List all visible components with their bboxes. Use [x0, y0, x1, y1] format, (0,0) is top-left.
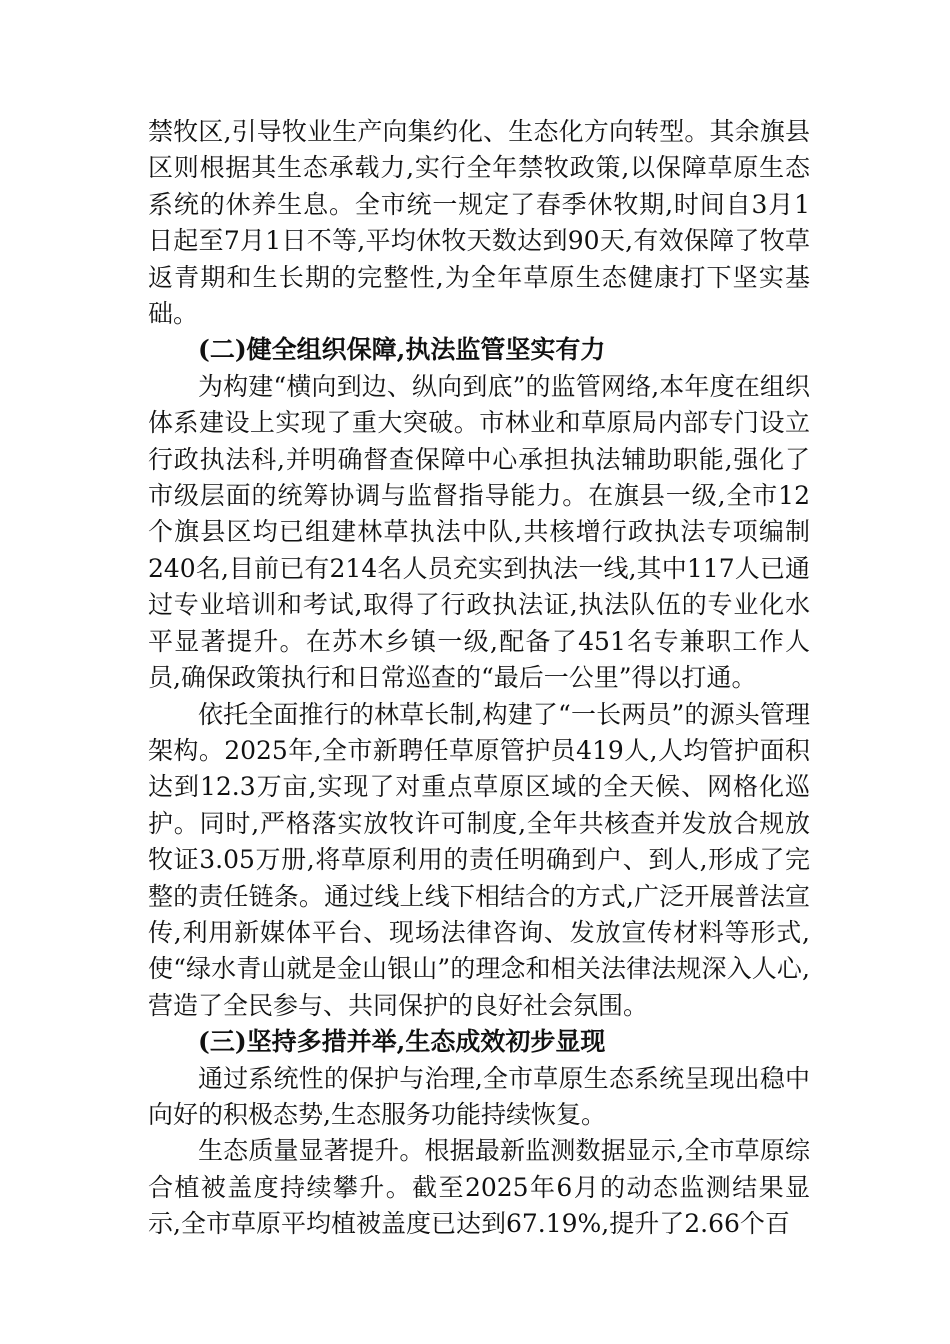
- paragraph-vegetation-coverage: 生态质量显著提升。根据最新监测数据显示,全市草原综合植被盖度持续攀升。截至2025年6月的动态监测结果显示,全市草原平均植被盖度已达到67.19%,提升了2.66个百: [148, 1136, 810, 1239]
- paragraph-ecosystem-trend: 通过系统性的保护与治理,全市草原生态系统呈现出稳中向好的积极态势,生态服务功能持续恢复。: [148, 1063, 810, 1129]
- paragraph-supervision-network: 为构建“横向到边、纵向到底”的监管网络,本年度在组织体系建设上实现了重大突破。市林业和草原局内部专门设立行政执法科,并明确督查保障中心承担执法辅助职能,强化了市级层面的统筹协调与监督指导能力。在旗县一级,全市12个旗县区均已组建林草执法中队,共核增行政执法专项编制240名,目前已有214名人员充实到执法一线,其中117人已通过专业培训和考试,取得了行政执法证,执法队伍的专业化水平显著提升。在苏木乡镇一级,配备了451名专兼职工作人员,确保政策执行和日常巡查的“最后一公里”得以打通。: [148, 371, 810, 693]
- section-heading-3: (三)坚持多措并举,生态成效初步显现: [198, 1027, 606, 1057]
- section-heading-2: (二)健全组织保障,执法监管坚实有力: [198, 335, 606, 365]
- document-page: [148, 114, 810, 1243]
- paragraph-forest-grass-chief: 依托全面推行的林草长制,构建了“一长两员”的源头管理架构。2025年,全市新聘任草原管护员419人,人均管护面积达到12.3万亩,实现了对重点草原区域的全天候、网格化巡护。同时,严格落实放牧许可制度,全年共核查并发放合规放牧证3.05万册,将草原利用的责任明确到户、到人,形成了完整的责任链条。通过线上线下相结合的方式,广泛开展普法宣传,利用新媒体平台、现场法律咨询、发放宣传材料等形式,使“绿水青山就是金山银山”的理念和相关法律法规深入人心,营造了全民参与、共同保护的良好社会氛围。: [148, 699, 810, 1020]
- paragraph-grazing-ban: 禁牧区,引导牧业生产向集约化、生态化方向转型。其余旗县区则根据其生态承载力,实行全年禁牧政策,以保障草原生态系统的休养生息。全市统一规定了春季休牧期,时间自3月1日起至7月1日不等,平均休牧天数达到90天,有效保障了牧草返青期和生长期的完整性,为全年草原生态健康打下坚实基础。: [148, 117, 810, 329]
